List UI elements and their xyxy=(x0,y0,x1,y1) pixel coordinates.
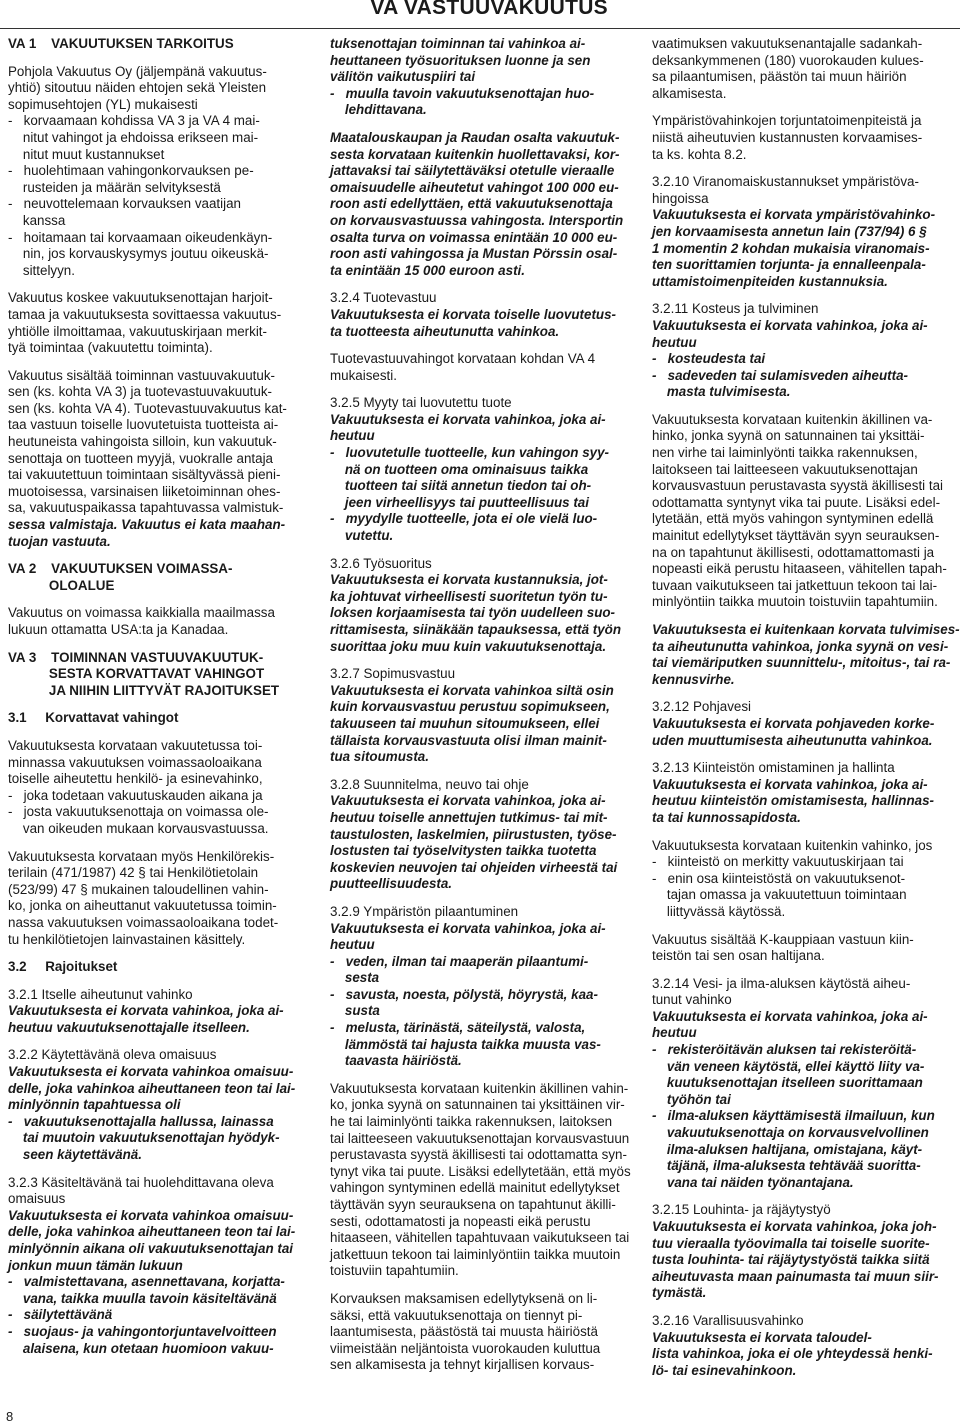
text-line: - luovutetulle tuotteelle, kun vahingon syy- xyxy=(330,445,609,461)
text-line: SESTA KORVATTAVAT VAHINGOT xyxy=(8,666,265,682)
text-line: Vakuutuksesta korvataan kuitenkin äkillinen vahin- xyxy=(330,1080,629,1096)
text-line: ten suorittamien torjunta- ja ennalleenpala- xyxy=(652,257,926,273)
text-line: tu henkilötietojen lainvastainen käsittely. xyxy=(8,931,246,947)
text-line: odottamatta syntynyt vika tai puute. Lisäksi edel- xyxy=(652,494,941,510)
text-line: Vakuutuksesta ei korvata vahinkoa, joka ai- xyxy=(652,317,928,333)
column-right xyxy=(652,36,958,1390)
text-line: Vakuutuksesta ei korvata vahinkoa, joka ai- xyxy=(330,793,606,809)
text-line: kennusvirhe. xyxy=(652,671,735,687)
paragraph xyxy=(8,290,304,356)
text-line: 3.2.7 Sopimusvastuu xyxy=(330,666,456,682)
text-line: tuksenottajan toiminnan tai vahinkoa ai- xyxy=(330,36,586,51)
text-line: VA 1 VAKUUTUKSEN TARKOITUS xyxy=(8,36,234,51)
text-line: vahingon syntyminen edellä mainitut edellytykset xyxy=(330,1180,620,1196)
text-line: 3.2.8 Suunnitelma, neuvo tai ohje xyxy=(330,776,529,792)
text-line: kuin korvausvastuu perustuu sopimukseen, xyxy=(330,699,610,715)
text-line: vakuutuksenottaja on korvausvelvollinen xyxy=(652,1125,929,1141)
column-middle xyxy=(330,36,634,1385)
text-line: ta tuotteesta aiheutunutta vahinkoa. xyxy=(330,323,560,339)
text-line: loksen korjaamisesta tai työn uudelleen suo- xyxy=(330,605,616,621)
text-line: heutuu vakuutuksenottajalle itselleen. xyxy=(8,1019,250,1035)
text-line: sa pilaantumisen, päästön tai muun häiriön xyxy=(652,69,907,85)
paragraph xyxy=(330,777,634,893)
paragraph xyxy=(8,1047,304,1163)
text-line: suorittaa joku muu kuin vakuutuksenottaja. xyxy=(330,638,607,654)
text-line: välitön vaikutuspiiri tai xyxy=(330,69,476,85)
text-line: tusta louhinta- tai räjäytystyöstä taikka siitä xyxy=(652,1252,930,1268)
paragraph xyxy=(652,36,958,102)
text-line: aiheutuvasta maan painumasta tai muun siir- xyxy=(652,1268,939,1284)
text-line: - vakuutuksenottajalla hallussa, lainassa xyxy=(8,1113,274,1129)
text-line: tuvaan vaikutukseen tai jatkettuun tekoon tai lai- xyxy=(652,577,938,593)
section-heading xyxy=(8,710,304,727)
text-line: tynyt vika tai puute. Lisäksi edellytetään, että myös xyxy=(330,1163,631,1179)
text-line: roon asti edellyttäen, että vakuutuksenottaja xyxy=(330,196,613,212)
text-line: Tuotevastuuvahingot korvataan kohdan VA 4 xyxy=(330,351,596,367)
text-line: lö- tai esinevahinkoon. xyxy=(652,1362,797,1378)
text-line: nen virhe tai laiminlyönti taikka rakennuksen, xyxy=(652,445,918,461)
page-title: VA VASTUUVAKUUTUS xyxy=(370,0,608,19)
text-line: (523/99) 47 § mukainen taloudellinen vahin- xyxy=(8,881,269,897)
text-line: Pohjola Vakuutus Oy (jäljempänä vakuutus- xyxy=(8,63,267,79)
page-number: 8 xyxy=(6,1409,14,1424)
text-line: terilain (471/1987) 42 § tai Henkilötietolain xyxy=(8,865,259,881)
text-line: 3.2.1 Itselle aiheutunut vahinko xyxy=(8,986,193,1002)
text-line: lostusten tai työselvitysten taikka tuotetta xyxy=(330,843,597,859)
text-line: Vakuutus sisältää toiminnan vastuuvakuutuk- xyxy=(8,367,275,383)
text-line: täyttävän syyn seurauksena on tapahtunut äkilli- xyxy=(330,1197,616,1212)
text-line: puutteellisuudesta. xyxy=(330,876,453,892)
paragraph xyxy=(330,395,634,544)
text-line: 3.2.14 Vesi- ja ilma-aluksen käytöstä aiheu- xyxy=(652,975,911,991)
paragraph xyxy=(330,556,634,656)
text-line: - suojaus- ja vahingontorjuntavelvoitteen xyxy=(8,1323,277,1339)
text-line: Korvauksen maksamisen edellytyksenä on li- xyxy=(330,1290,598,1306)
text-line: - sadeveden tai sulamisveden aiheutta- xyxy=(652,367,908,383)
text-line: VA 3 TOIMINNAN VASTUUVAKUUTUK- xyxy=(8,649,264,665)
text-line: 3.2.9 Ympäristön pilaantuminen xyxy=(330,903,519,919)
text-line: minlyöntiin taikka muutoin toistuviin tapahtumiin. xyxy=(652,594,938,610)
text-line: tamaa ja vakuutuksesta sovittaessa vakuutus- xyxy=(8,306,282,322)
text-line: 3.2.6 Työsuoritus xyxy=(330,555,432,571)
text-line: nitut vahingot ja ehdoissa erikseen mai- xyxy=(8,129,259,145)
text-line: sopimusehtojen (YL) mukaisesti xyxy=(8,96,198,112)
text-line: hinko, jonka syynä on satunnainen tai yksittäi- xyxy=(652,428,925,444)
text-line: - muulla tavoin vakuutuksenottajan huo- xyxy=(330,85,595,101)
text-line: nassa vakuutuksen voimassaoloaikana todet- xyxy=(8,914,279,930)
text-line: - melusta, tärinästä, säteilystä, valosta, xyxy=(330,1020,586,1036)
paragraph xyxy=(330,666,634,766)
text-line: vana, taikka muulla tavoin käsiteltävänä xyxy=(8,1290,277,1306)
text-line: koskevien neuvojen tai ohjeiden virheestä tai xyxy=(330,859,618,875)
text-line: 3.2.11 Kosteus ja tulviminen xyxy=(652,301,819,317)
text-line: - säilytettävänä xyxy=(8,1307,113,1323)
paragraph xyxy=(330,130,634,279)
text-line: rittamisesta, siinäkään tapauksessa, että työn xyxy=(330,622,622,637)
text-line: 3.2.2 Käytettävänä oleva omaisuus xyxy=(8,1047,217,1063)
text-line: 3.1 Korvattavat vahingot xyxy=(8,710,179,726)
text-line: heutuu toiselle annettujen tutkimus- tai mit- xyxy=(330,809,608,825)
paragraph xyxy=(330,1081,634,1280)
text-line: lytetään, että myös vahingon syntyminen edellä xyxy=(652,511,934,527)
text-line: Vakuutuksesta korvataan vakuutetussa toi- xyxy=(8,737,263,753)
text-line: - kosteudesta tai xyxy=(652,351,766,367)
text-line: yhtiölle ilmoittamaa, vakuutuskirjaan merkit- xyxy=(8,323,267,339)
text-line: ta aiheutunutta vahinkoa, jonka syynä on vesi- xyxy=(652,638,949,654)
text-line: vutettu. xyxy=(330,528,394,544)
text-line: ta enintään 15 000 euroon asti. xyxy=(330,262,525,278)
text-line: heutuu xyxy=(330,937,375,953)
text-line: heutuu kiinteistön omistamisesta, hallinnas- xyxy=(652,793,935,809)
paragraph xyxy=(652,976,958,1192)
text-line: Vakuutuksesta ei korvata toiselle luovutetus- xyxy=(330,306,617,322)
text-line: - huolehtimaan vahingonkorvauksen pe- xyxy=(8,163,254,179)
text-line: perustavasta syystä äkillisesti tai odottamatta syn- xyxy=(330,1147,627,1163)
paragraph xyxy=(8,64,304,280)
text-line: takuuseen tai muuhun sitoumukseen, ellei xyxy=(330,715,600,731)
text-line: tällaista korvausvastuuta olisi ilman mainit- xyxy=(330,732,607,748)
paragraph xyxy=(652,1202,958,1302)
text-line: Vakuutuksesta ei korvata vahinkoa, joka ai- xyxy=(652,776,928,792)
text-line: heutuu xyxy=(330,428,375,444)
paragraph xyxy=(330,351,634,384)
text-line: susta xyxy=(330,1003,380,1019)
text-line: sa, vakuutuspaikassa tapahtuvassa valmistuk- xyxy=(8,500,284,516)
text-line: 3.2.10 Viranomaiskustannukset ympäristöva- xyxy=(652,174,919,190)
text-line: Vakuutuksesta ei korvata vahinkoa, joka ai- xyxy=(330,411,606,427)
text-line: tymästä. xyxy=(652,1285,707,1301)
text-line: ta tai kunnossapidosta. xyxy=(652,809,801,825)
text-line: 1 momentin 2 kohdan mukaisia viranomais- xyxy=(652,240,930,256)
text-line: Vakuutuksesta korvataan kuitenkin vahinko, jos xyxy=(652,837,933,853)
text-line: - hoitamaan tai korvaamaan oikeudenkäyn- xyxy=(8,229,273,245)
text-line: nä on tuotteen oma ominaisuus taikka xyxy=(330,461,589,477)
text-line: Vakuutuksesta ei korvata vahinkoa omaisuu- xyxy=(8,1207,294,1223)
text-line: yhtiö) sitoutuu näiden ehtojen sekä Yleisten xyxy=(8,80,267,96)
text-line: tuu vieraalla työovimalla tai toiselle suorite- xyxy=(652,1235,930,1251)
text-line: he tai laiminlyönti taikka rakennuksen, laitoksen xyxy=(330,1114,613,1130)
text-line: ta ks. kohta 8.2. xyxy=(652,146,747,162)
text-line: Vakuutuksesta ei korvata vahinkoa, joka ai- xyxy=(8,1003,284,1019)
section-heading xyxy=(8,36,304,53)
text-line: delle, joka vahinkoa aiheuttaneen teon tai lai- xyxy=(8,1224,296,1240)
text-line: rusteiden ja määrän selvityksestä xyxy=(8,179,221,195)
text-line: osalta turva on voimassa enintään 10 000 eu- xyxy=(330,229,618,245)
text-line: alaisena, kun otetaan huomioon vakuu- xyxy=(8,1340,274,1356)
text-line: vaatimuksen vakuutuksenantajalle sadankah- xyxy=(652,36,923,51)
text-line: vän veneen käytöstä, ellei käyttö liity va- xyxy=(652,1058,925,1074)
paragraph xyxy=(330,36,634,119)
text-line: on korvausvastuussa vahingosta. Intersportin xyxy=(330,212,624,228)
text-line: Vakuutus on voimassa kaikkialla maailmassa xyxy=(8,605,275,621)
text-line: nopeasti eikä perustu hitaaseen, vähitellen tapah- xyxy=(652,561,947,577)
paragraph xyxy=(652,301,958,401)
text-line: ilma-aluksen haltijana, omistajana, käyt- xyxy=(652,1141,923,1157)
text-line: laitokseen tai laitteeseen vakuutuksenottajan xyxy=(652,461,918,477)
text-line: - joka todetaan vakuutuskauden aikana ja xyxy=(8,787,263,803)
text-line: mainitut edellytykset täyttävän syyn seurauksen- xyxy=(652,528,940,544)
text-line: hitaaseen, vähitellen tapahtuvaan vaikutukseen tai xyxy=(330,1230,630,1246)
text-line: täjänä, ilma-aluksesta tehtävää suoritta- xyxy=(652,1158,921,1174)
text-line: Vakuutuksesta ei korvata vahinkoa omaisuu- xyxy=(8,1064,294,1080)
text-line: jonkun muun tämän lukuun xyxy=(8,1257,183,1273)
paragraph xyxy=(330,904,634,1070)
text-line: Vakuutuksesta ei korvata vahinkoa siltä osin xyxy=(330,682,614,698)
text-line: taa vastuun toiselle luovutetuista tuotteista ai- xyxy=(8,417,279,433)
paragraph xyxy=(652,412,958,611)
text-line: taustulosten, laskelmien, piirustusten, työse- xyxy=(330,826,617,842)
section-heading xyxy=(8,650,304,700)
text-line: Vakuutuksesta ei korvata kustannuksia, jot- xyxy=(330,572,608,588)
text-line: Vakuutuksesta ei korvata vahinkoa, joka ai- xyxy=(330,920,606,936)
text-line: jattavaksi tai säilytettäväksi otetulle vieraalle xyxy=(330,163,615,179)
text-line: JA NIIHIN LIITTYVÄT RAJOITUKSET xyxy=(8,682,280,698)
header-rule xyxy=(0,28,960,29)
text-line: senottaja on tuotteen myyjä, vuokralle antaja xyxy=(8,450,274,466)
text-line: - korvaamaan kohdissa VA 3 ja VA 4 mai- xyxy=(8,113,260,129)
text-line: 3.2 Rajoitukset xyxy=(8,959,118,975)
text-line: minlyönnin tapahtuessa oli xyxy=(8,1097,181,1113)
paragraph xyxy=(652,113,958,163)
text-line: tai viemäriputken suunnittelu-, mitoitus-, tai ra- xyxy=(652,655,951,671)
text-line: sittelyyn. xyxy=(8,262,75,278)
text-line: tuotteen tai siitä annetun tiedon tai oh- xyxy=(330,478,592,494)
text-line: minnassa vakuutuksen voimassaoloaikana xyxy=(8,754,262,770)
text-line: roon asti vahingossa ja Mustan Pörssin osal- xyxy=(330,246,618,262)
text-line: tai muutoin vakuutuksenottajan hyödyk- xyxy=(8,1130,280,1146)
text-line: tai laitteeseen vakuutuksenottajan korvausvastuun xyxy=(330,1130,630,1146)
text-line: mukaisesti. xyxy=(330,367,397,383)
text-line: hingoissa xyxy=(652,190,709,206)
text-line: sessa valmistaja. Vakuutus ei kata maahan- xyxy=(8,517,286,533)
text-line: niistä aiheutuvien kustannusten korvaamises- xyxy=(652,129,923,145)
text-line: Vakuutuksesta ei korvata taloudel- xyxy=(652,1329,872,1345)
text-line: säksi, että vakuutuksenottaja on tiennyt pi- xyxy=(330,1307,583,1323)
text-line: heuttaneen työsuorituksen luonne ja sen xyxy=(330,52,591,68)
page-header xyxy=(0,0,960,30)
text-line: nitut muut kustannukset xyxy=(8,146,165,162)
text-line: OLOALUE xyxy=(8,577,115,593)
text-line: delle, joka vahinkoa aiheuttaneen teon tai lai- xyxy=(8,1080,296,1096)
text-line: masta tulvimisesta. xyxy=(652,384,791,400)
text-line: - josta vakuutuksenottaja on voimassa ole- xyxy=(8,804,269,820)
text-line: 3.2.4 Tuotevastuu xyxy=(330,290,437,306)
text-line: toiselle aiheutettu henkilö- ja esinevahinko, xyxy=(8,771,263,787)
text-line: sen (ks. kohta VA 3) ja tuotevastuuvakuutuk- xyxy=(8,384,272,400)
text-line: tuojan vastuuta. xyxy=(8,533,111,549)
text-line: VA 2 VAKUUTUKSEN VOIMASSA- xyxy=(8,561,233,577)
text-line: lehdittavana. xyxy=(330,102,427,118)
text-line: korvausvastuun perustavasta syystä äkillisesti tai xyxy=(652,478,944,494)
text-line: viimeistään neljäntoista vuorokauden kuluttua xyxy=(330,1340,601,1356)
text-line: kuutuksenottajan itselleen suorittamaan xyxy=(652,1075,923,1091)
text-line: toistuviin tapahtumiin. xyxy=(330,1263,459,1279)
text-line: alkamisesta. xyxy=(652,85,727,101)
text-line: - neuvottelemaan korvauksen vaatijan xyxy=(8,196,241,212)
paragraph xyxy=(8,1175,304,1358)
text-line: sen (ks. kohta VA 4). Tuotevastuuvakuutus kat- xyxy=(8,400,287,416)
text-line: ko, jonka syynä on satunnainen tai yksittäinen vir- xyxy=(330,1097,625,1113)
text-line: nin, jos korvauskysymys joutuu oikeuskä- xyxy=(8,246,269,262)
text-line: 3.2.13 Kiinteistön omistaminen ja hallinta xyxy=(652,760,895,776)
text-line: ka johtuvat virheellisesti suoritetun työn tu- xyxy=(330,588,608,604)
text-line: uttamistoimenpiteiden kustannuksia. xyxy=(652,273,888,289)
text-line: Ympäristövahinkojen torjuntatoimenpiteistä ja xyxy=(652,113,922,129)
text-line: Vakuutuksesta ei korvata ympäristövahinko- xyxy=(652,207,936,223)
text-line: 3.2.3 Käsiteltävänä tai huolehdittavana oleva xyxy=(8,1174,274,1190)
text-line: sesta xyxy=(330,970,380,986)
text-line: uden muuttumisesta aiheutunutta vahinkoa. xyxy=(652,732,933,748)
paragraph xyxy=(8,738,304,838)
text-line: jen korvaamisesta annetun lain (737/94) 6 § xyxy=(652,223,927,239)
paragraph xyxy=(652,1313,958,1379)
text-line: heutuu xyxy=(652,334,697,350)
text-line: Vakuutuksesta ei korvata pohjaveden korke- xyxy=(652,715,935,731)
text-line: heutuneista vahingoista silloin, kun vakuutuk- xyxy=(8,434,277,450)
text-line: sen alkamisesta ja tehnyt kirjallisen korvaus- xyxy=(330,1357,595,1373)
text-line: tyä toimintaa (vakuutettu toiminta). xyxy=(8,340,213,356)
text-line: omaisuudelle aiheutetut vahingot 100 000 eu- xyxy=(330,179,619,195)
text-line: - enin osa kiinteistöstä on vakuutuksenot- xyxy=(652,870,906,886)
text-line: Vakuutus koskee vakuutuksenottajan harjoit- xyxy=(8,290,273,306)
paragraph xyxy=(8,849,304,949)
text-line: van oikeuden mukaan korvausvastuussa. xyxy=(8,820,269,836)
paragraph xyxy=(8,368,304,551)
paragraph xyxy=(652,760,958,826)
text-line: - savusta, noesta, pölystä, höyrystä, kaa- xyxy=(330,986,598,1002)
paragraph xyxy=(652,699,958,749)
text-line: ko, jonka on aiheuttanut vakuutetussa toimin- xyxy=(8,898,277,914)
text-line: 3.2.12 Pohjavesi xyxy=(652,699,752,715)
column-left xyxy=(8,36,304,1368)
text-line: heutuu xyxy=(652,1025,697,1041)
text-line: taavasta häiriöstä. xyxy=(330,1053,462,1069)
paragraph xyxy=(8,987,304,1037)
text-line: tua sitoumusta. xyxy=(330,749,429,765)
text-line: - veden, ilman tai maaperän pilaantumi- xyxy=(330,953,589,969)
text-line: laantumisesta, päästöstä tai muusta häiriöstä xyxy=(330,1324,598,1340)
text-line: Vakuutuksesta ei korvata vahinkoa, joka ai- xyxy=(652,1008,928,1024)
text-line: Vakuutuksesta korvataan myös Henkilörekis- xyxy=(8,848,275,864)
text-line: tajan omassa ja vakuutettuun toimintaan xyxy=(652,887,907,903)
paragraph xyxy=(652,838,958,921)
text-line: Vakuutuksesta ei korvata vahinkoa, joka joh- xyxy=(652,1219,937,1234)
text-line: - rekisteröitävän aluksen tai rekisteröitä- xyxy=(652,1042,917,1058)
text-line: jeen virheellisyys tai puutteellisuus tai xyxy=(330,494,589,510)
text-line: minlyönnin aikana oli vakuutuksenottajan tai xyxy=(8,1241,293,1256)
text-line: liittyvässä käytössä. xyxy=(652,903,786,919)
text-line: omaisuus xyxy=(8,1191,66,1207)
text-line: Vakuutuksesta korvataan kuitenkin äkillinen va- xyxy=(652,411,933,427)
text-line: kanssa xyxy=(8,212,66,228)
text-line: teistön tai sen osan haltijana. xyxy=(652,948,825,964)
paragraph xyxy=(330,290,634,340)
text-line: - valmistettavana, asennettavana, korjatta- xyxy=(8,1274,285,1290)
text-line: seen käytettävänä. xyxy=(8,1147,142,1163)
text-line: lista vahinkoa, joka ei ole yhteydessä henki- xyxy=(652,1346,933,1362)
text-line: muotoisessa, varsinaisen liiketoiminnan ohes- xyxy=(8,483,281,499)
text-line: - ilma-aluksen käyttämisestä ilmailuun, kun xyxy=(652,1108,935,1124)
text-line: lukuun ottamatta USA:ta ja Kanadaa. xyxy=(8,622,229,637)
text-line: deksankymmenen (180) vuorokauden kulues- xyxy=(652,52,924,68)
text-line: sesti, odottamatosti ja nopeasti eikä perustu xyxy=(330,1213,591,1229)
text-line: sesta korvataan kuitenkin huollettavaksi, kor- xyxy=(330,146,620,162)
text-line: 3.2.5 Myyty tai luovutettu tuote xyxy=(330,395,512,411)
text-line: tai vakuutettuun toimintaan sisältyvässä pieni- xyxy=(8,467,281,483)
text-line: vana tai näiden työnantajana. xyxy=(652,1174,854,1190)
text-line: 3.2.16 Varallisuusvahinko xyxy=(652,1312,804,1328)
text-line: jatkettuun tekoon tai laiminlyöntiin taikka muutoin xyxy=(330,1246,621,1262)
paragraph xyxy=(330,1291,634,1374)
text-line: työhön tai xyxy=(652,1091,731,1107)
paragraph xyxy=(652,174,958,290)
text-line: - kiinteistö on merkitty vakuutuskirjaan tai xyxy=(652,854,904,870)
section-heading xyxy=(8,959,304,976)
text-line: Vakuutuksesta ei kuitenkaan korvata tulvimises- xyxy=(652,622,960,637)
paragraph xyxy=(8,605,304,638)
section-heading xyxy=(8,561,304,594)
text-line: 3.2.15 Louhinta- ja räjäytystyö xyxy=(652,1202,831,1218)
paragraph xyxy=(652,622,958,688)
text-line: lämmöstä tai hajusta taikka muusta vas- xyxy=(330,1036,601,1052)
text-line: tunut vahinko xyxy=(652,992,732,1008)
text-line: na on tapahtunut äkillisesti, odottamattomasti ja xyxy=(652,544,935,560)
paragraph xyxy=(652,932,958,965)
text-line: - myydylle tuotteelle, jota ei ole vielä luo- xyxy=(330,511,598,527)
text-line: Maatalouskaupan ja Raudan osalta vakuutuk- xyxy=(330,129,620,145)
text-line: Vakuutus sisältää K-kauppiaan vastuun kiin- xyxy=(652,931,914,947)
